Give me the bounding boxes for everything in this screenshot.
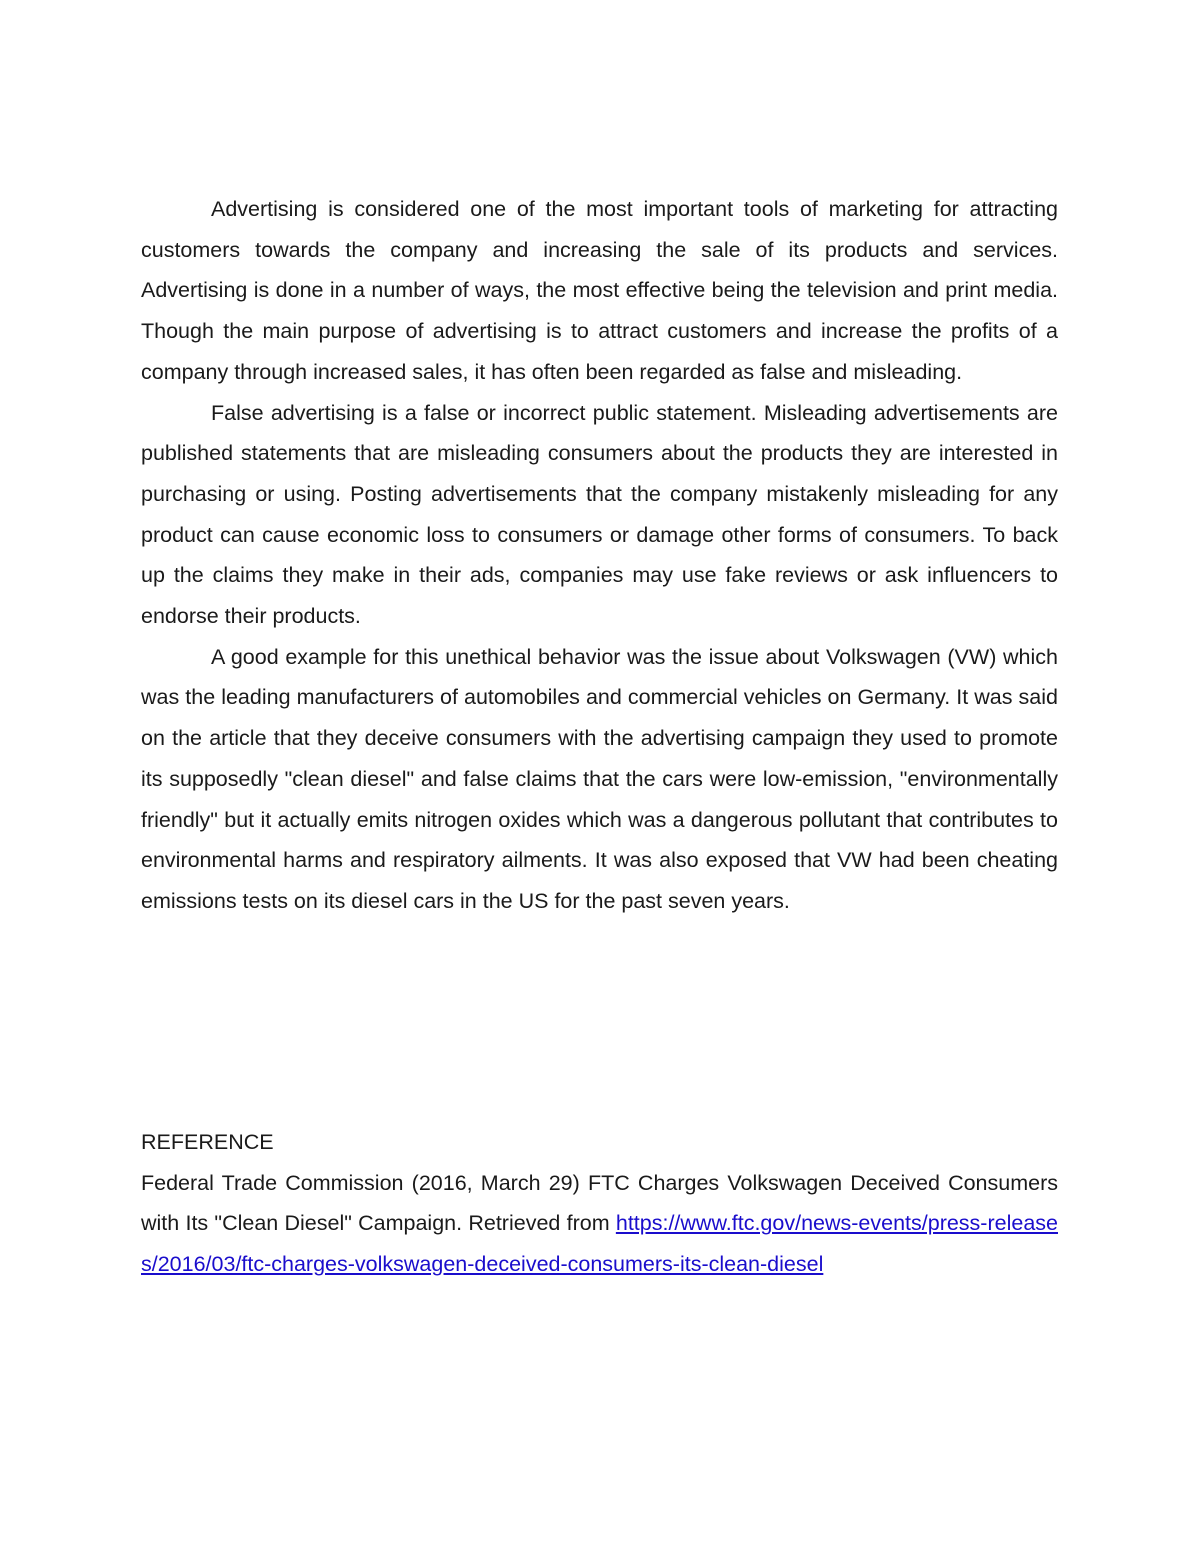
- reference-citation-text: Federal Trade Commission (2016, March 29) FTC Charges Volkswagen Deceived Consumers with Its "Clean Diesel" Campaign. Retrieved from: [141, 1170, 1058, 1236]
- paragraph-volkswagen-example: A good example for this unethical behavior was the issue about Volkswagen (VW) which was the leading manufacturers of automobiles and commercial vehicles on Germany. It was said on the article that they deceive consumers with the advertising campaign they used to promote its supposedly "clean diesel" and false claims that the cars were low-emission, "environmentally friendly" but it actually emits nitrogen oxides which was a dangerous pollutant that contributes to environmental harms and respiratory ailments. It was also exposed that VW had been cheating emissions tests on its diesel cars in the US for the past seven years.: [141, 644, 1058, 913]
- reference-link[interactable]: https://www.ftc.gov/news-events/press-releases/2016/03/ftc-charges-volkswagen-deceived-consumers-its-clean-diesel: [141, 1211, 1058, 1277]
- paragraph-advertising-intro: Advertising is considered one of the most important tools of marketing for attracting customers towards the company and increasing the sale of its products and services. Advertising is done in a number of ways, the most effective being the television and print media. Though the main purpose of advertising is to attract customers and increase the profits of a company through increased sales, it has often been regarded as false and misleading.: [141, 197, 1058, 384]
- reference-section: [141, 1122, 1058, 1285]
- reference-heading: REFERENCE: [141, 1130, 274, 1154]
- document-body: [141, 189, 1058, 922]
- reference-entry: [141, 1163, 1058, 1285]
- paragraph-false-advertising: False advertising is a false or incorrect public statement. Misleading advertisements are published statements that are misleading consumers about the products they are interested in purchasing or using. Posting advertisements that the company mistakenly misleading for any product can cause economic loss to consumers or damage other forms of consumers. To back up the claims they make in their ads, companies may use fake reviews or ask influencers to endorse their products.: [141, 400, 1058, 629]
